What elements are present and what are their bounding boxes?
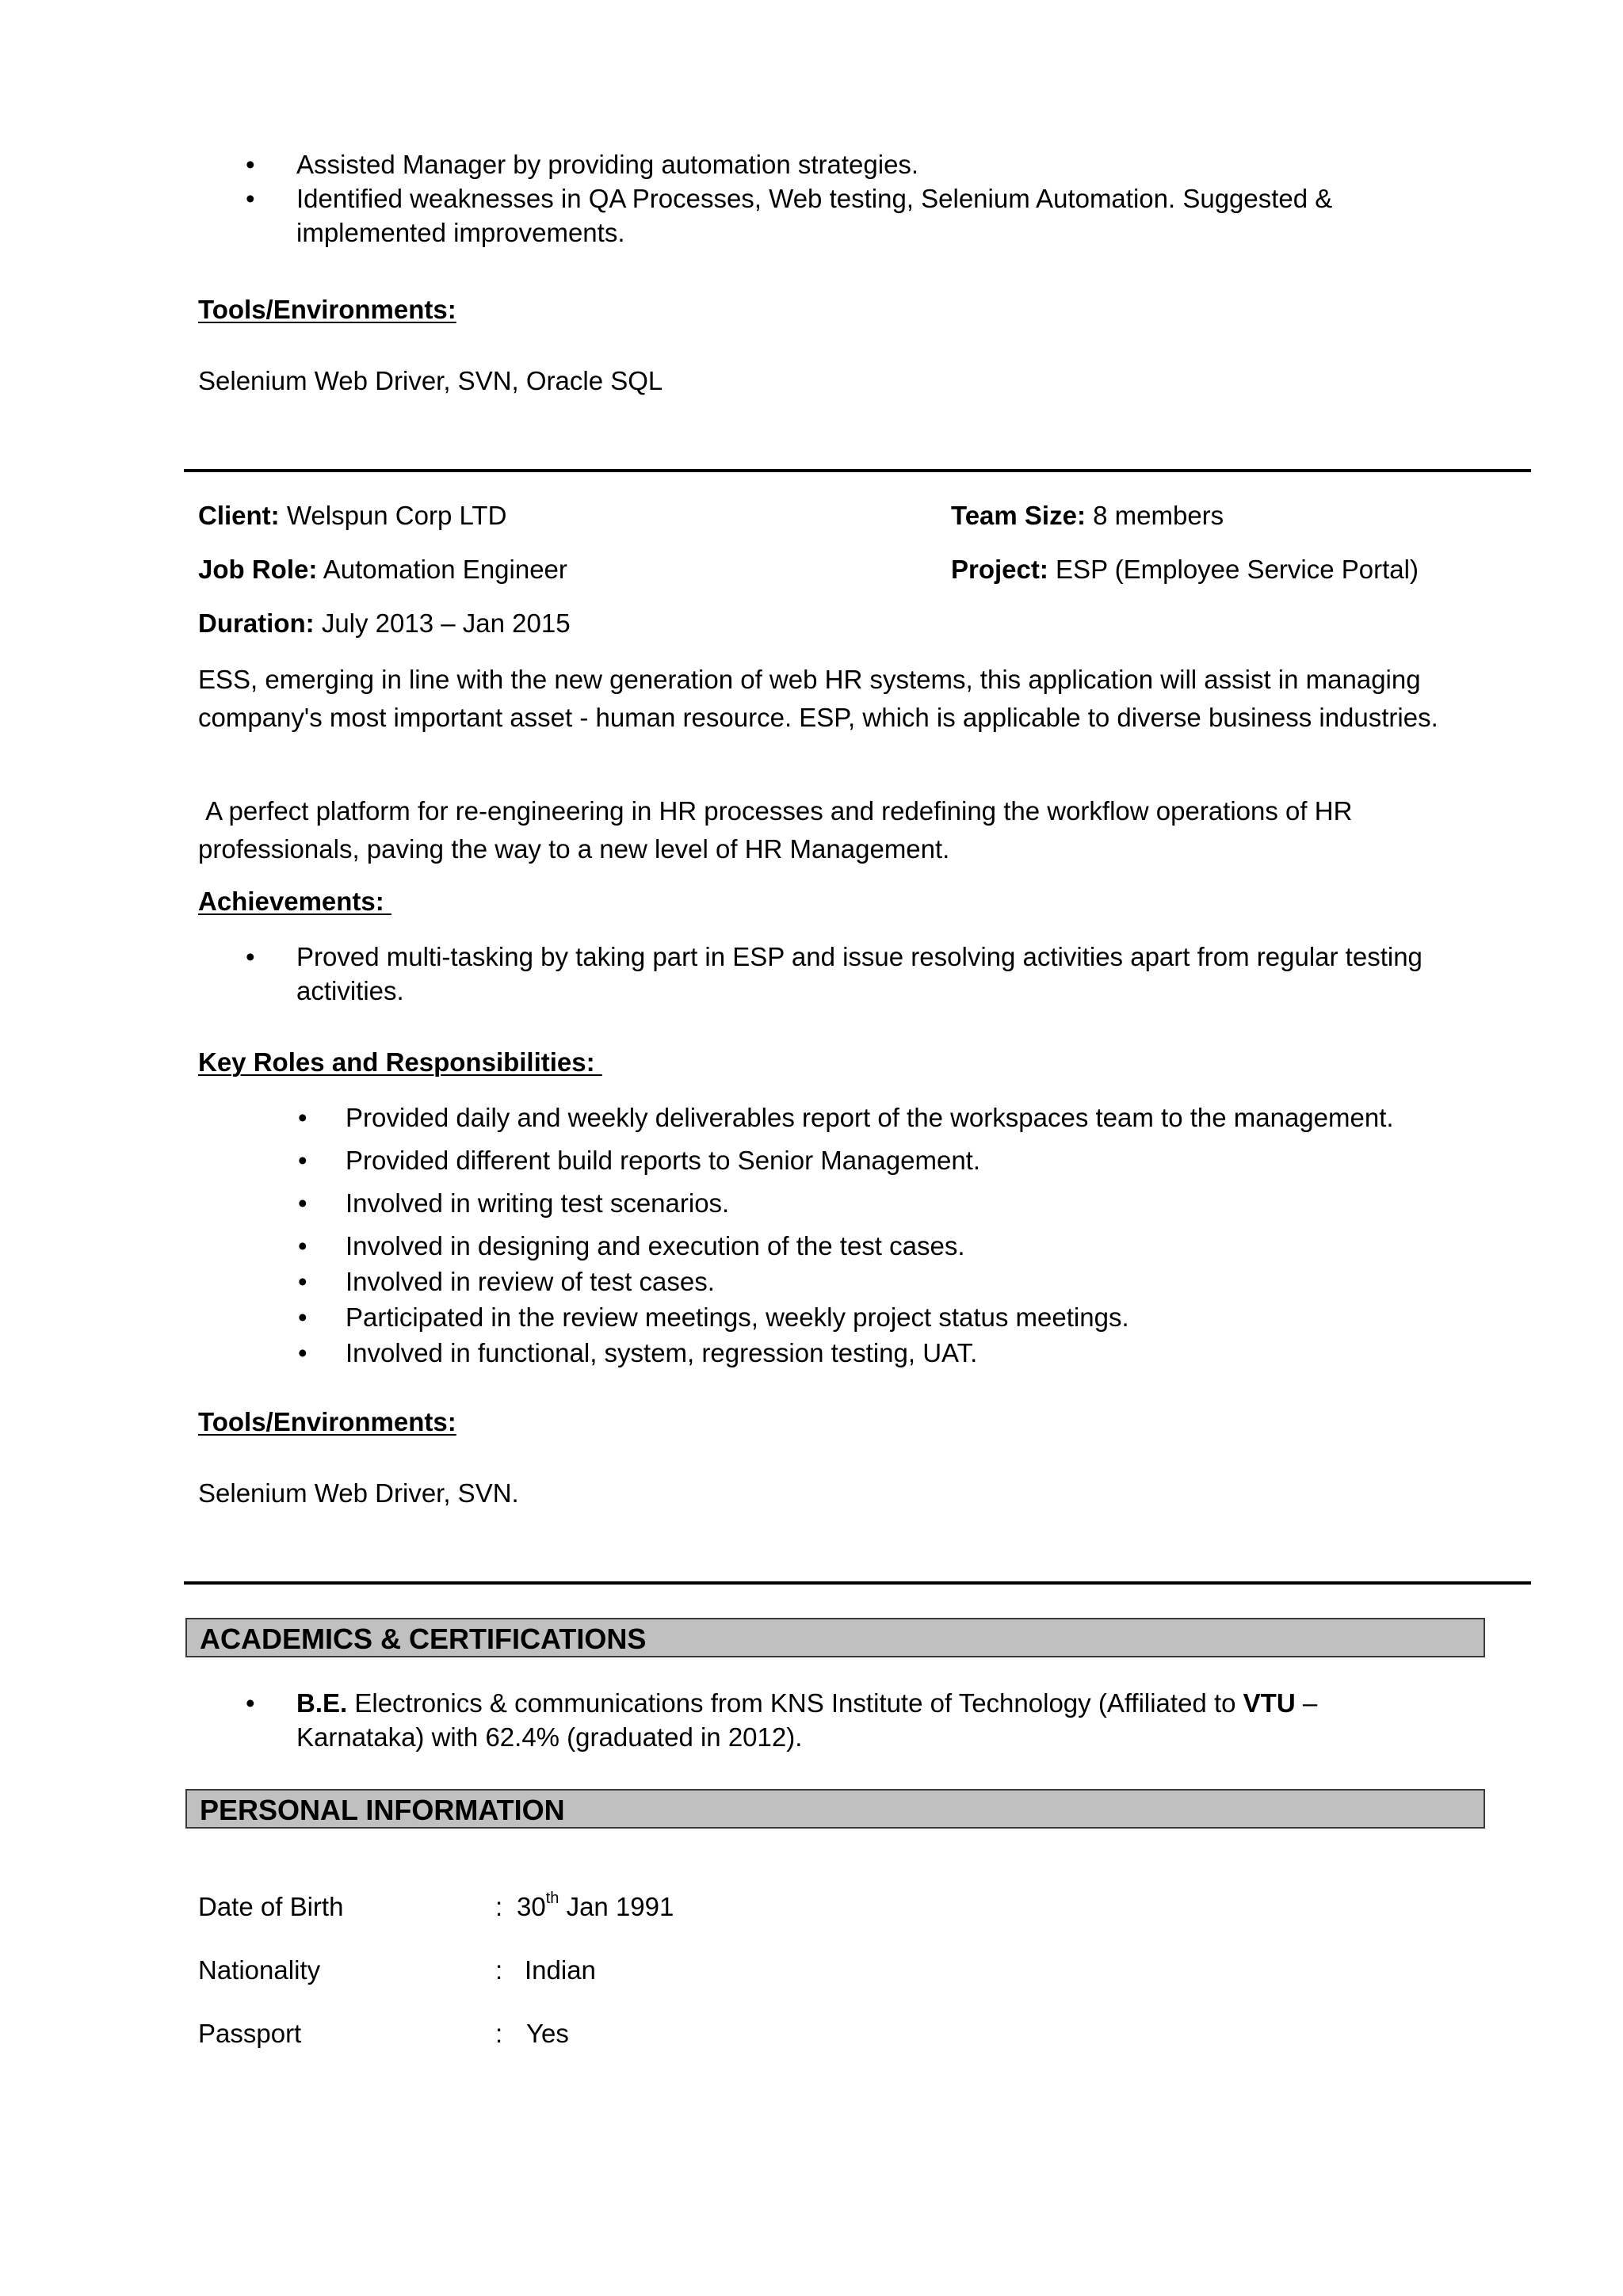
job-role-label: Job Role:: [198, 555, 318, 584]
passport-row: [198, 2017, 991, 2052]
dob-row: [198, 1890, 991, 1925]
tools-value-2: Selenium Web Driver, SVN.: [198, 1478, 519, 1508]
duration-label: Duration:: [198, 608, 315, 638]
dob-day: 30: [517, 1892, 546, 1921]
nationality-row: [198, 1954, 991, 1989]
project-description-2: A perfect platform for re-engineering in HR processes and redefining the workflow operations of HR professionals, paving the way to a new level of HR Management.: [198, 796, 1360, 864]
nationality-label: Nationality: [198, 1955, 321, 1985]
list-item: [298, 1100, 1623, 1135]
bullet-text: Proved multi-tasking by taking part in ESP and issue resolving activities apart from regular testing activities.: [296, 942, 1423, 1005]
bullet-icon: •: [298, 1231, 307, 1261]
list-item: [198, 940, 1450, 1008]
top-bullet-list: [198, 147, 1450, 250]
degree: B.E.: [296, 1688, 348, 1718]
list-item: [298, 1143, 1623, 1177]
bullet-icon: •: [298, 1302, 307, 1332]
academics-section-header: [185, 1618, 1485, 1657]
bullet-icon: •: [246, 150, 255, 179]
passport-label: Passport: [198, 2019, 302, 2048]
bullet-icon: •: [298, 1338, 307, 1367]
academics-heading: ACADEMICS & CERTIFICATIONS: [200, 1623, 647, 1655]
list-item: [198, 181, 1450, 250]
bullet-text: Identified weaknesses in QA Processes, Web testing, Selenium Automation. Suggested & implemented improvements.: [296, 184, 1333, 247]
achievements-list: [198, 940, 1450, 1008]
list-item: [298, 1336, 1623, 1370]
bullet-text: Provided different build reports to Senior Management.: [346, 1146, 981, 1175]
separator: :: [495, 2019, 503, 2048]
separator: :: [495, 1955, 503, 1985]
achievements-heading: Achievements:: [198, 887, 391, 916]
bullet-icon: •: [298, 1146, 307, 1175]
bullet-text: Involved in review of test cases.: [346, 1267, 715, 1296]
project-label: Project:: [951, 555, 1048, 584]
personal-heading: PERSONAL INFORMATION: [200, 1794, 565, 1826]
project-line: [951, 553, 1419, 587]
personal-section-header: [185, 1789, 1485, 1829]
dob-value: [517, 1890, 674, 1924]
dob-label: Date of Birth: [198, 1892, 344, 1921]
tools-heading: Tools/Environments:: [198, 295, 456, 324]
dob-suffix: th: [545, 1890, 559, 1907]
bullet-text: Participated in the review meetings, weekly project status meetings.: [346, 1302, 1129, 1332]
tools-heading-2: Tools/Environments:: [198, 1407, 456, 1436]
academics-list: [198, 1686, 1403, 1754]
duration-line: [198, 607, 571, 641]
job-role-value: Automation Engineer: [323, 555, 567, 584]
degree-details-2: – Karnataka) with 62.4% (graduated in 2012).: [296, 1688, 1325, 1752]
bullet-icon: •: [246, 184, 255, 213]
bullet-icon: •: [298, 1188, 307, 1218]
list-item: [298, 1229, 1623, 1263]
list-item: [198, 1686, 1403, 1754]
list-item: [298, 1264, 1623, 1299]
bullet-icon: •: [298, 1103, 307, 1132]
degree-details: Electronics & communications from KNS Institute of Technology (Affiliated to: [347, 1688, 1243, 1718]
client-line: [198, 499, 506, 533]
dob-rest: Jan 1991: [559, 1892, 674, 1921]
bullet-icon: •: [298, 1267, 307, 1296]
client-value: Welspun Corp LTD: [286, 501, 507, 530]
project-value: ESP (Employee Service Portal): [1056, 555, 1419, 584]
client-label: Client:: [198, 501, 280, 530]
tools-value: Selenium Web Driver, SVN, Oracle SQL: [198, 366, 663, 395]
team-size-label: Team Size:: [951, 501, 1086, 530]
job-role-line: [198, 553, 567, 587]
bullet-text: Provided daily and weekly deliverables report of the workspaces team to the management.: [346, 1103, 1394, 1132]
list-item: [198, 147, 1450, 181]
bullet-icon: •: [246, 942, 255, 971]
separator: :: [495, 1892, 503, 1921]
list-item: [298, 1186, 1623, 1220]
bullet-icon: •: [246, 1688, 255, 1718]
bullet-text: Assisted Manager by providing automation strategies.: [296, 150, 919, 179]
passport-value: Yes: [526, 2019, 569, 2048]
bullet-text: Involved in writing test scenarios.: [346, 1188, 730, 1218]
section-divider: [184, 1581, 1531, 1585]
bullet-text: Involved in designing and execution of the test cases.: [346, 1231, 965, 1261]
project-description: ESS, emerging in line with the new generation of web HR systems, this application will assist in managing company's most important asset - human resource. ESP, which is applicable to diverse business industries.: [198, 665, 1438, 732]
team-size-line: [951, 499, 1224, 533]
roles-heading: Key Roles and Responsibilities:: [198, 1047, 602, 1077]
section-divider: [184, 469, 1531, 472]
bullet-text: Involved in functional, system, regression testing, UAT.: [346, 1338, 978, 1367]
team-size-value: 8 members: [1093, 501, 1224, 530]
nationality-value: Indian: [525, 1955, 596, 1985]
university: VTU: [1243, 1688, 1296, 1718]
list-item: [298, 1300, 1623, 1334]
duration-value: July 2013 – Jan 2015: [321, 608, 571, 638]
